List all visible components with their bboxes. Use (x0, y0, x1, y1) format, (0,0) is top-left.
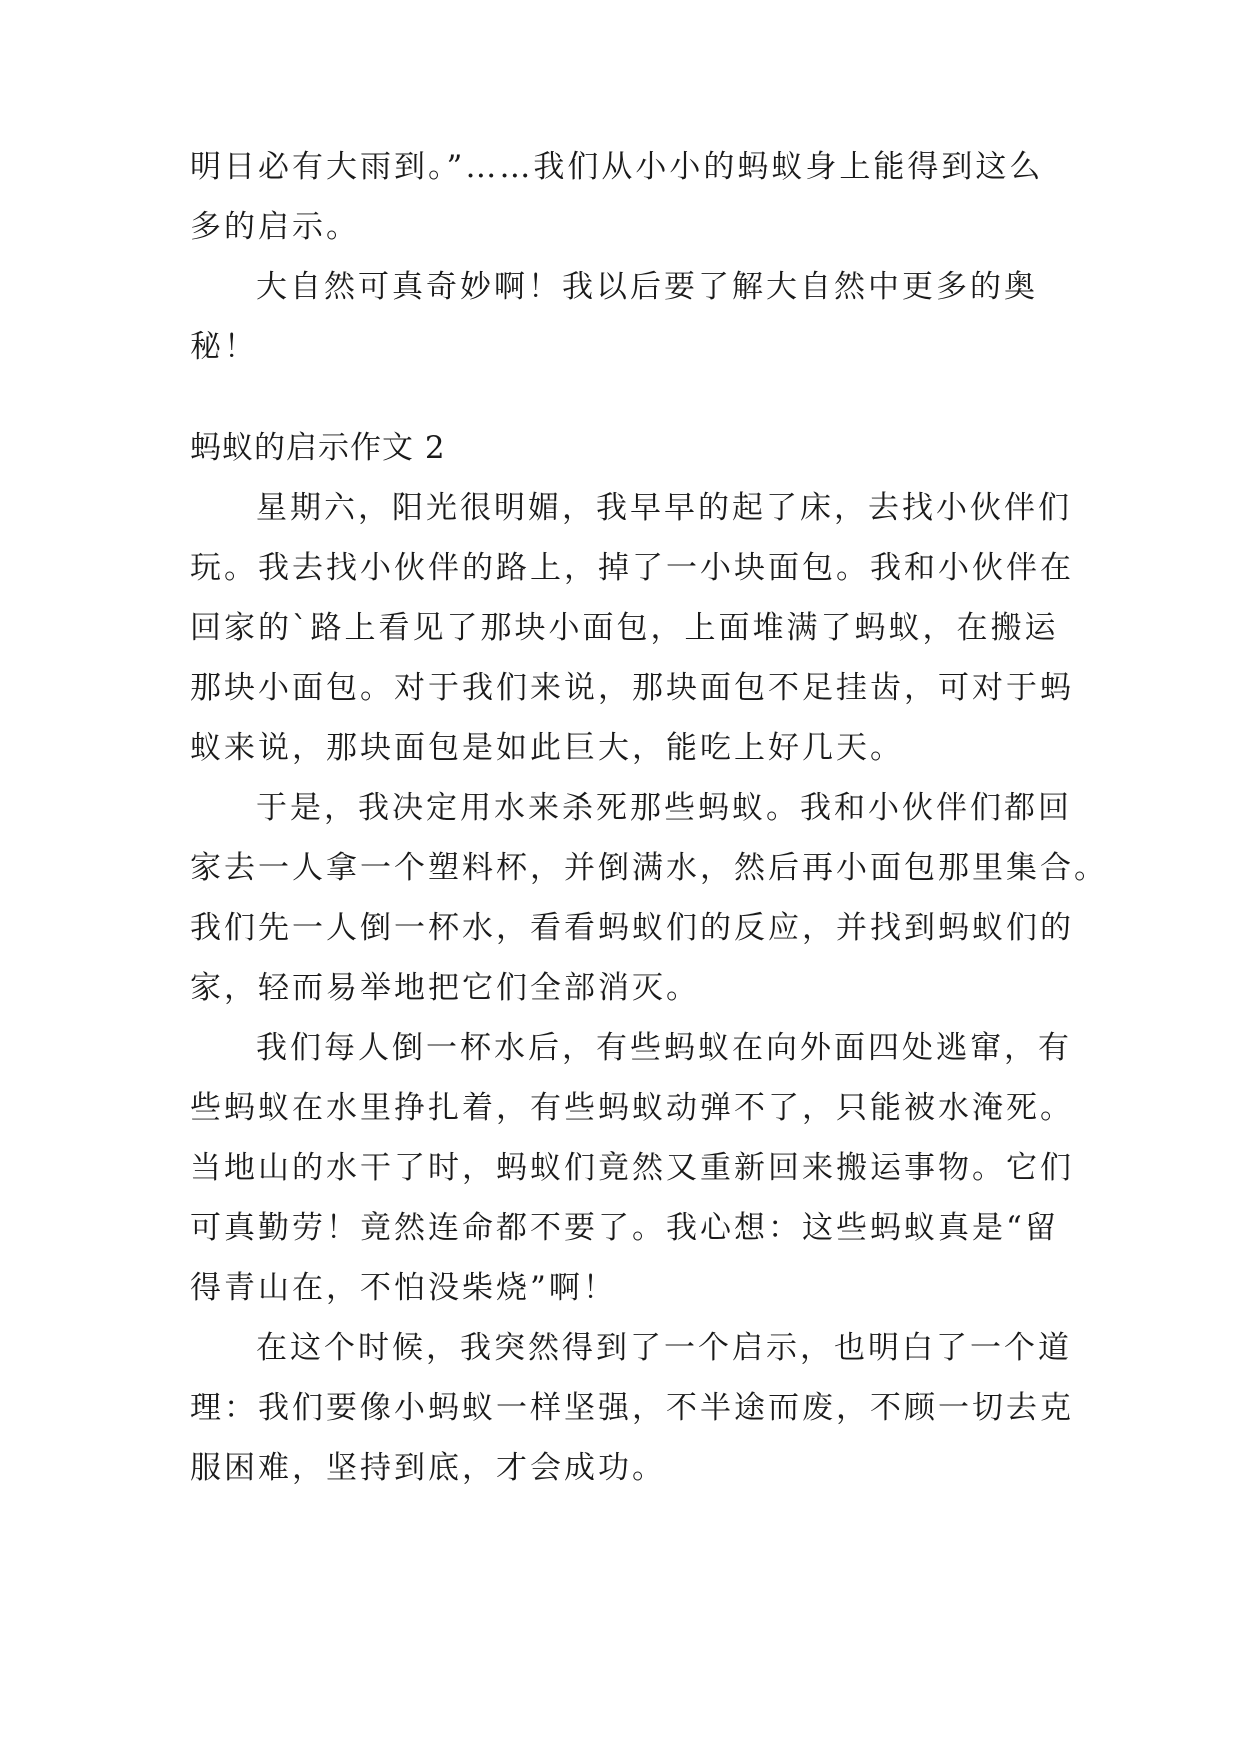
paragraph-line: 明日必有大雨到。”……我们从小小的蚂蚁身上能得到这么 (190, 149, 1044, 185)
paragraph-line: 于是，我决定用水来杀死那些蚂蚁。我和小伙伴们都回 (256, 790, 1072, 826)
paragraph-line: 可真勤劳！竟然连命都不要了。我心想：这些蚂蚁真是“留 (190, 1210, 1059, 1246)
paragraph-line: 我们每人倒一杯水后，有些蚂蚁在向外面四处逃窜，有 (256, 1030, 1072, 1066)
paragraph-line: 那块小面包。对于我们来说，那块面包不足挂齿，可对于蚂 (190, 670, 1074, 706)
paragraph-line: 大自然可真奇妙啊！我以后要了解大自然中更多的奥 (256, 269, 1038, 305)
paragraph-line: 星期六，阳光很明媚，我早早的起了床，去找小伙伴们 (256, 490, 1072, 526)
paragraph-line: 当地山的水干了时，蚂蚁们竟然又重新回来搬运事物。它们 (190, 1150, 1074, 1186)
continuation-text (190, 137, 1060, 377)
paragraph-line: 得青山在，不怕没柴烧”啊！ (190, 1270, 617, 1306)
paragraph-line: 在这个时候，我突然得到了一个启示，也明白了一个道 (256, 1330, 1072, 1366)
paragraph-line: 秘！ (190, 329, 258, 365)
paragraph-line: 我们先一人倒一杯水，看看蚂蚁们的反应，并找到蚂蚁们的 (190, 910, 1074, 946)
section-title: 蚂蚁的启示作文 2 (190, 430, 446, 466)
paragraph-line: 家去一人拿一个塑料杯，并倒满水，然后再小面包那里集合。 (190, 850, 1108, 886)
paragraph-line: 家，轻而易举地把它们全部消灭。 (190, 970, 700, 1006)
paragraph-line: 蚁来说，那块面包是如此巨大，能吃上好几天。 (190, 730, 904, 766)
paragraph-line: 服困难，坚持到底，才会成功。 (190, 1450, 666, 1486)
essay-section (190, 418, 1108, 1498)
paragraph-line: 理：我们要像小蚂蚁一样坚强，不半途而废，不顾一切去克 (190, 1390, 1074, 1426)
paragraph-line: 些蚂蚁在水里挣扎着，有些蚂蚁动弹不了，只能被水淹死。 (190, 1090, 1074, 1126)
paragraph-line: 玩。我去找小伙伴的路上，掉了一小块面包。我和小伙伴在 (190, 550, 1074, 586)
paragraph-line: 回家的`路上看见了那块小面包，上面堆满了蚂蚁，在搬运 (190, 610, 1059, 646)
paragraph-line: 多的启示。 (190, 209, 360, 245)
